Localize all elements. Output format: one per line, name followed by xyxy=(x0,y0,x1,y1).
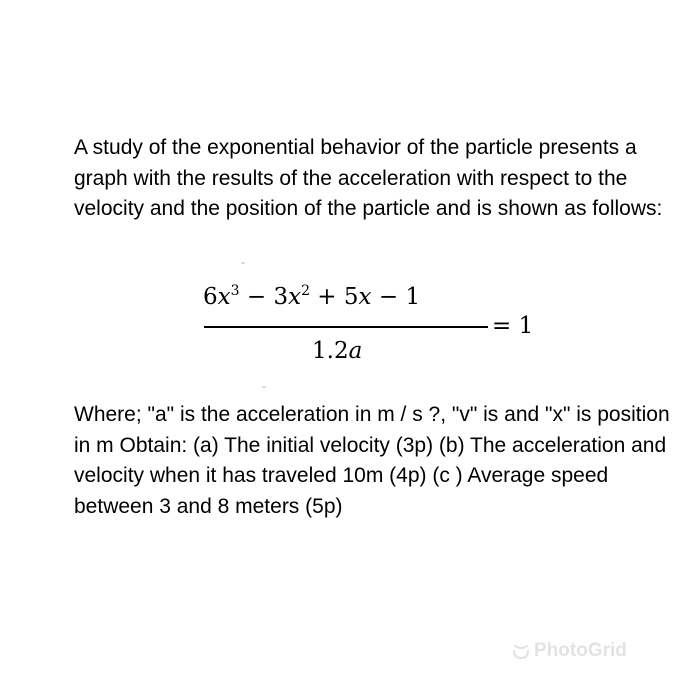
equation-right-side: = 1 xyxy=(492,313,534,339)
watermark-text: PhotoGrid xyxy=(534,640,627,661)
denominator-coefficient: 1.2 xyxy=(312,338,349,364)
term-2-coefficient: 3 xyxy=(273,284,289,310)
photogrid-logo-icon xyxy=(512,642,530,660)
scan-artifact-dot xyxy=(262,386,266,388)
term-3-variable: x xyxy=(358,284,372,310)
term-2-variable: x xyxy=(288,284,302,310)
operator-minus: − xyxy=(239,284,274,310)
term-1-variable: x xyxy=(217,284,231,310)
operator-plus: + xyxy=(310,284,344,310)
scan-artifact-dot xyxy=(241,262,245,264)
term-1-exponent: 3 xyxy=(230,283,240,299)
term-4-constant: 1 xyxy=(405,284,421,310)
fraction-bar xyxy=(204,326,488,328)
problem-intro-text: A study of the exponential behavior of the particle presents a graph with the results of the acceleration with respect to the velocity and the position of the particle and is shown as follows: xyxy=(74,136,663,220)
operator-minus: − xyxy=(371,284,406,310)
photogrid-watermark xyxy=(512,640,627,662)
term-2-exponent: 2 xyxy=(301,283,310,299)
term-1-coefficient: 6 xyxy=(203,284,218,310)
equation-numerator xyxy=(203,284,420,310)
acceleration-equation xyxy=(200,284,560,374)
equation-denominator xyxy=(312,338,362,364)
problem-question-text: Where; "a" is the acceleration in m / s ?, "v" is and "x" is position in m Obtain: (a) The initial velocity (3p) (b) The acceleration and velocity when it has traveled 10m (4p) (c ) Average speed between 3 and 8 meters (5p) xyxy=(74,403,670,518)
denominator-variable: a xyxy=(348,338,363,364)
term-3-coefficient: 5 xyxy=(343,284,359,310)
